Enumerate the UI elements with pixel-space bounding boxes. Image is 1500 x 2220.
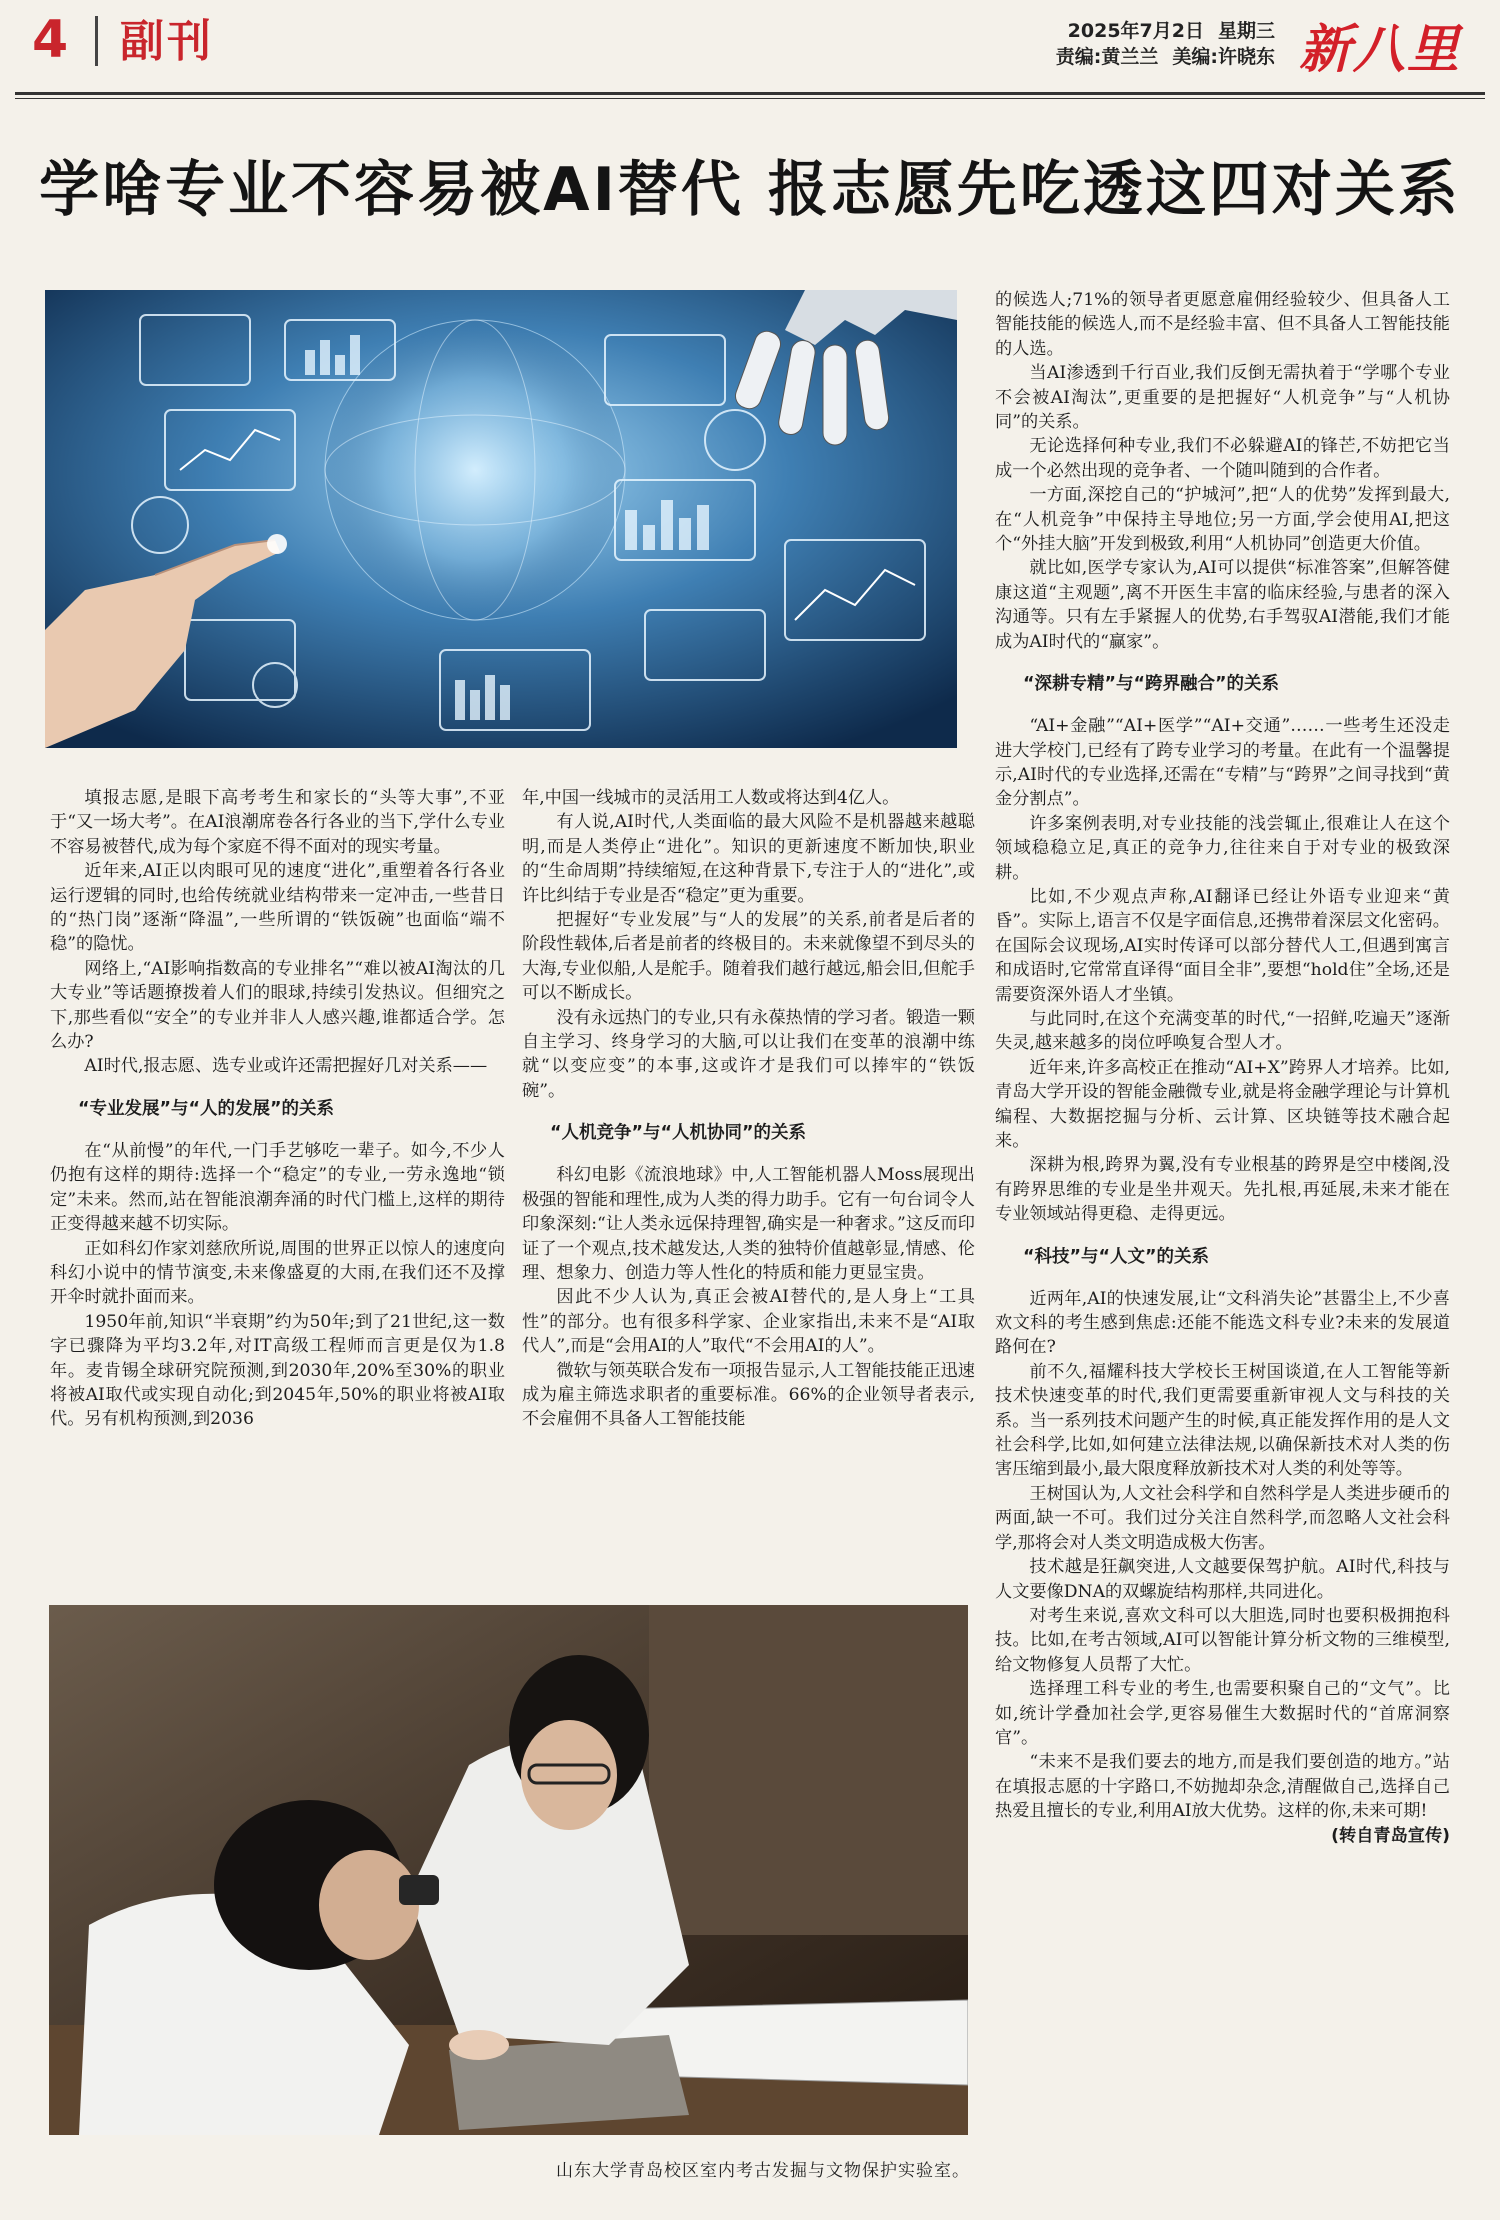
paragraph: 微软与领英联合发布一项报告显示,人工智能技能正迅速成为雇主筛选求职者的重要标准。66%的企业领导者表示,不会雇佣不具备人工智能技能	[522, 1360, 975, 1430]
article-column-2	[522, 786, 975, 1432]
ai-illustration-photo	[45, 290, 957, 748]
header-rule	[15, 92, 1485, 95]
paragraph: 比如,不少观点声称,AI翻译已经让外语专业迎来“黄昏”。实际上,语言不仅是字面信息,还携带着深层文化密码。在国际会议现场,AI实时传译可以部分替代人工,但遇到寓言和成语时,它常常直译得“面目全非”,要想“hold住”全场,还是需要资深外语人才坐镇。	[995, 886, 1450, 1005]
masthead	[0, 0, 1500, 92]
masthead-divider	[95, 16, 98, 66]
paragraph: 在“从前慢”的年代,一门手艺够吃一辈子。如今,不少人仍抱有这样的期待:选择一个“稳定”的专业,一劳永逸地“锁定”未来。然而,站在智能浪潮奔涌的时代门槛上,这样的期待正变得越来越不切实际。	[50, 1140, 505, 1235]
article-headline: 学啥专业不容易被AI替代 报志愿先吃透这四对关系	[39, 155, 1461, 225]
paragraph: 无论选择何种专业,我们不必躲避AI的锋芒,不妨把它当成一个必然出现的竞争者、一个随叫随到的合作者。	[995, 436, 1450, 481]
section-heading: “科技”与“人文”的关系	[1023, 1246, 1210, 1267]
paragraph: 许多案例表明,对专业技能的浅尝辄止,很难让人在这个领域稳稳立足,真正的竞争力,往往来自于对专业的极致深耕。	[995, 813, 1450, 883]
page-number: 4	[32, 10, 69, 70]
paragraph: 网络上,“AI影响指数高的专业排名”“难以被AI淘汰的几大专业”等话题撩拨着人们的眼球,持续引发热议。但细究之下,那些看似“安全”的专业并非人人感兴趣,谁都适合学。怎么办?	[50, 958, 505, 1053]
paragraph: 1950年前,知识“半衰期”约为50年;到了21世纪,这一数字已骤降为平均3.2年,对IT高级工程师而言更是仅为1.8年。麦肯锡全球研究院预测,到2030年,20%至30%的职业将被AI取代或实现自动化;到2045年,50%的职业将被AI取代。另有机构预测,到2036	[50, 1311, 505, 1430]
newspaper-logo: 新八里	[1298, 18, 1461, 80]
paragraph: 近年来,许多高校正在推动“AI+X”跨界人才培养。比如,青岛大学开设的智能金融微专业,就是将金融学理论与计算机编程、大数据挖掘与分析、云计算、区块链等技术融合起来。	[995, 1057, 1450, 1151]
paragraph: 选择理工科专业的考生,也需要积聚自己的“文气”。比如,统计学叠加社会学,更容易催生大数据时代的“首席洞察官”。	[995, 1679, 1450, 1748]
issue-weekday: 星期三	[1217, 20, 1275, 42]
paragraph: 有人说,AI时代,人类面临的最大风险不是机器越来越聪明,而是人类停止“进化”。知识的更新速度不断加快,职业的“生命周期”持续缩短,在这种背景下,专注于人的“进化”,或许比纠结于专业是否“稳定”更为重要。	[522, 812, 975, 906]
paragraph: 近年来,AI正以肉眼可见的速度“进化”,重塑着各行各业运行逻辑的同时,也给传统就业结构带来一定冲击,一些昔日的“热门岗”逐渐“降温”,一些所谓的“铁饭碗”也面临“端不稳”的隐忧。	[50, 861, 505, 955]
article-column-3	[995, 288, 1450, 1848]
paragraph: 把握好“专业发展”与“人的发展”的关系,前者是后者的阶段性载体,后者是前者的终极目的。未来就像望不到尽头的大海,专业似船,人是舵手。随着我们越行越远,船会旧,但舵手可以不断成长。	[522, 910, 975, 1004]
issue-date: 2025年7月2日	[1067, 20, 1204, 42]
closing-text: “未来不是我们要去的地方,而是我们要创造的地方。”站在填报志愿的十字路口,不妨抛却杂念,清醒做自己,选择自己热爱且擅长的专业,利用AI放大优势。这样的你,未来可期!	[995, 1752, 1450, 1822]
paragraph: 对考生来说,喜欢文科可以大胆选,同时也要积极拥抱科技。比如,在考古领域,AI可以智能计算分析文物的三维模型,给文物修复人员帮了大忙。	[995, 1605, 1450, 1675]
designer-credit: 美编:许晓东	[1172, 46, 1275, 68]
paragraph: AI时代,报志愿、选专业或许还需把握好几对关系——	[84, 1056, 488, 1077]
section-heading: “深耕专精”与“跨界融合”的关系	[1023, 674, 1280, 695]
paragraph: “AI+金融”“AI+医学”“AI+交通”……一些考生还没走进大学校门,已经有了跨专业学习的考量。在此有一个温馨提示,AI时代的专业选择,还需在“专精”与“跨界”之间寻找到“黄金分割点”。	[995, 716, 1450, 810]
paragraph: 当AI渗透到千行百业,我们反倒无需执着于“学哪个专业不会被AI淘汰”,更重要的是把握好“人机竞争”与“人机协同”的关系。	[995, 363, 1450, 433]
paragraph: 因此不少人认为,真正会被AI替代的,是人身上“工具性”的部分。也有很多科学家、企业家指出,未来不是“AI取代人”,而是“会用AI的人”取代“不会用AI的人”。	[522, 1287, 975, 1357]
source-credit: (转自青岛宣传)	[1331, 1825, 1450, 1846]
section-heading: “人机竞争”与“人机协同”的关系	[550, 1123, 807, 1144]
paragraph: 近两年,AI的快速发展,让“文科消失论”甚嚣尘上,不少喜欢文科的考生感到焦虑:还能不能选文科专业?未来的发展道路何在?	[995, 1288, 1450, 1358]
paragraph: 一方面,深挖自己的“护城河”,把“人的优势”发挥到最大,在“人机竞争”中保持主导地位;另一方面,学会使用AI,把这个“外挂大脑”开发到极致,利用“人机协同”创造更大价值。	[995, 485, 1450, 555]
paragraph	[995, 1750, 1450, 1846]
paragraph: 与此同时,在这个充满变革的时代,“一招鲜,吃遍天”逐渐失灵,越来越多的岗位呼唤复合型人才。	[995, 1008, 1450, 1054]
paragraph: 没有永远热门的专业,只有永葆热情的学习者。锻造一颗自主学习、终身学习的大脑,可以让我们在变革的浪潮中练就“以变应变”的本事,这或许才是我们可以捧牢的“铁饭碗”。	[522, 1007, 975, 1101]
archaeology-lab-photo	[49, 1605, 968, 2135]
photo-caption: 山东大学青岛校区室内考古发掘与文物保护实验室。	[556, 2161, 970, 2181]
paragraph: 就比如,医学专家认为,AI可以提供“标准答案”,但解答健康这道“主观题”,离不开医生丰富的临床经验,与患者的深入沟通等。只有左手紧握人的优势,右手驾驭AI潜能,我们才能成为AI时代的“赢家”。	[995, 558, 1450, 652]
paragraph: 深耕为根,跨界为翼,没有专业根基的跨界是空中楼阁,没有跨界思维的专业是坐井观天。先扎根,再延展,未来才能在专业领域站得更稳、走得更远。	[995, 1155, 1450, 1225]
issue-meta	[1042, 18, 1275, 70]
paragraph: 科幻电影《流浪地球》中,人工智能机器人Moss展现出极强的智能和理性,成为人类的得力助手。它有一句台词令人印象深刻:“让人类永远保持理智,确实是一种奢求。”这反而印证了一个观点,技术越发达,人类的独特价值越彰显,情感、伦理、想象力、创造力等人性化的特质和能力更显宝贵。	[522, 1165, 975, 1283]
section-title: 副刊	[120, 16, 214, 67]
paragraph: 王树国认为,人文社会科学和自然科学是人类进步硬币的两面,缺一不可。我们过分关注自然科学,而忽略人文社会科学,那将会对人类文明造成极大伤害。	[995, 1483, 1450, 1553]
paragraph: 前不久,福耀科技大学校长王树国谈道,在人工智能等新技术快速变革的时代,我们更需要重新审视人文与科技的关系。当一系列技术问题产生的时候,真正能发挥作用的是人文社会科学,比如,如何建立法律法规,以确保新技术对人类的伤害压缩到最小,最大限度释放新技术对人类的利处等等。	[995, 1361, 1450, 1480]
header-rule-thin	[15, 98, 1485, 99]
paragraph: 正如科幻作家刘慈欣所说,周围的世界正以惊人的速度向科幻小说中的情节演变,未来像盛夏的大雨,在我们还不及撑开伞时就扑面而来。	[50, 1238, 505, 1308]
editor-credit: 责编:黄兰兰	[1055, 46, 1159, 68]
article-column-1	[50, 786, 505, 1432]
paragraph: 年,中国一线城市的灵活用工人数或将达到4亿人。	[522, 788, 900, 808]
paragraph: 技术越是狂飙突进,人文越要保驾护航。AI时代,科技与人文要像DNA的双螺旋结构那样,共同进化。	[995, 1557, 1450, 1602]
section-heading: “专业发展”与“人的发展”的关系	[78, 1098, 335, 1119]
paragraph: 填报志愿,是眼下高考考生和家长的“头等大事”,不亚于“又一场大考”。在AI浪潮席卷各行各业的当下,学什么专业不容易被替代,成为每个家庭不得不面对的现实考量。	[50, 788, 505, 857]
paragraph: 的候选人;71%的领导者更愿意雇佣经验较少、但具备人工智能技能的候选人,而不是经验丰富、但不具备人工智能技能的人选。	[995, 290, 1450, 359]
